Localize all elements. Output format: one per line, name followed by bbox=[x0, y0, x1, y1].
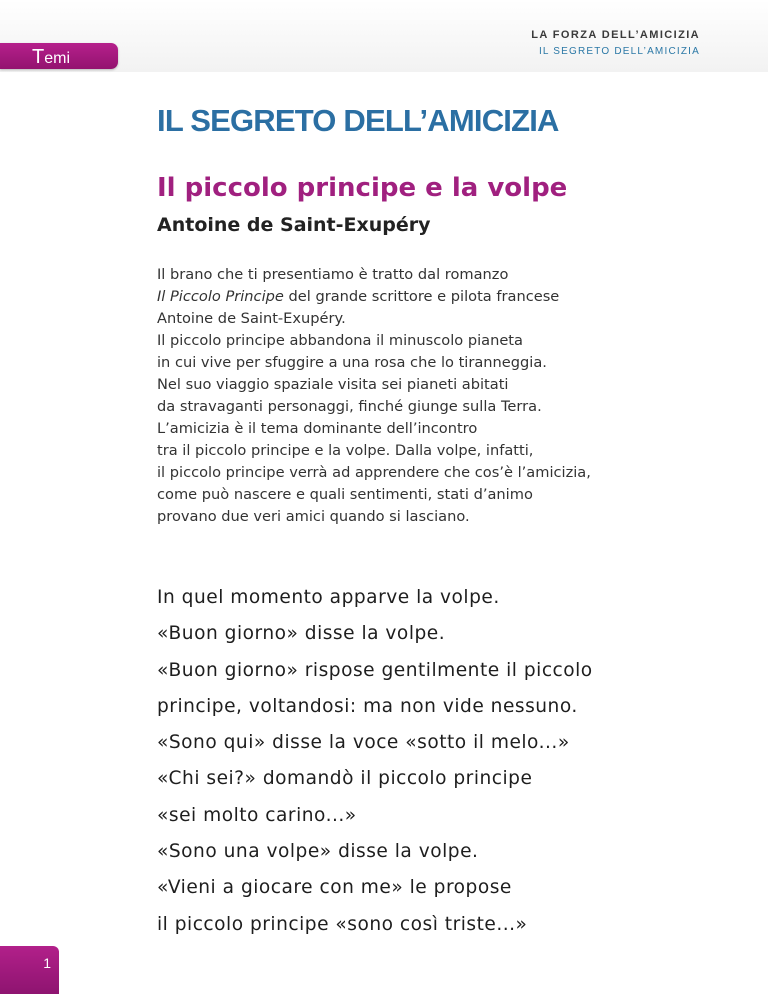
excerpt-line: «Sono una volpe» disse la volpe. bbox=[157, 841, 479, 863]
excerpt-line: «Chi sei?» domandò il piccolo principe bbox=[157, 768, 533, 790]
running-title: LA FORZA DELL’AMICIZIA bbox=[531, 29, 700, 41]
intro-line: Nel suo viaggio spaziale visita sei pianeti abitati bbox=[157, 376, 509, 393]
intro-line: provano due veri amici quando si lasciano. bbox=[157, 508, 470, 525]
intro-line: Il brano che ti presentiamo è tratto dal romanzo bbox=[157, 266, 509, 283]
intro-line: Antoine de Saint-Exupéry. bbox=[157, 310, 346, 327]
excerpt-line: In quel momento apparve la volpe. bbox=[157, 587, 500, 608]
excerpt-line: principe, voltandosi: ma non vide nessuno. bbox=[157, 695, 578, 717]
story-title: Il piccolo principe e la volpe bbox=[157, 173, 568, 203]
story-author: Antoine de Saint-Exupéry bbox=[157, 214, 431, 236]
excerpt-line: «Sono qui» disse la voce «sotto il melo...» bbox=[157, 732, 570, 754]
excerpt-line: «Buon giorno» disse la volpe. bbox=[157, 623, 446, 645]
excerpt-line: «sei molto carino...» bbox=[157, 804, 357, 826]
section-tab bbox=[0, 43, 118, 69]
intro-line: come può nascere e quali sentimenti, stati d’animo bbox=[157, 486, 533, 503]
chapter-title: IL SEGRETO DELL’AMICIZIA bbox=[157, 103, 559, 138]
intro-line: L’amicizia è il tema dominante dell’incontro bbox=[157, 420, 478, 437]
intro-line: il piccolo principe verrà ad apprendere che cos’è l’amicizia, bbox=[157, 464, 591, 481]
excerpt-line: «Vieni a giocare con me» le propose bbox=[157, 877, 512, 899]
intro-line: in cui vive per sfuggire a una rosa che lo tiranneggia. bbox=[157, 354, 547, 371]
running-head bbox=[531, 29, 700, 57]
book-title: Il Piccolo Principe bbox=[157, 288, 284, 305]
intro-line: Il piccolo principe abbandona il minuscolo pianeta bbox=[157, 332, 523, 349]
intro-line: da stravaganti personaggi, finché giunge sulla Terra. bbox=[157, 398, 542, 415]
story-excerpt bbox=[157, 580, 717, 943]
intro-line bbox=[157, 286, 737, 308]
excerpt-line: il piccolo principe «sono così triste...» bbox=[157, 913, 528, 935]
excerpt-line: «Buon giorno» rispose gentilmente il piccolo bbox=[157, 659, 593, 681]
intro-paragraph bbox=[157, 264, 737, 528]
section-tab-label: Temi bbox=[32, 46, 70, 68]
intro-line-rest: del grande scrittore e pilota francese bbox=[283, 288, 560, 305]
page-number-tab bbox=[0, 946, 59, 994]
intro-line: tra il piccolo principe e la volpe. Dalla volpe, infatti, bbox=[157, 442, 534, 459]
running-subtitle: IL SEGRETO DELL’AMICIZIA bbox=[538, 46, 700, 57]
page-number: 1 bbox=[43, 955, 51, 971]
